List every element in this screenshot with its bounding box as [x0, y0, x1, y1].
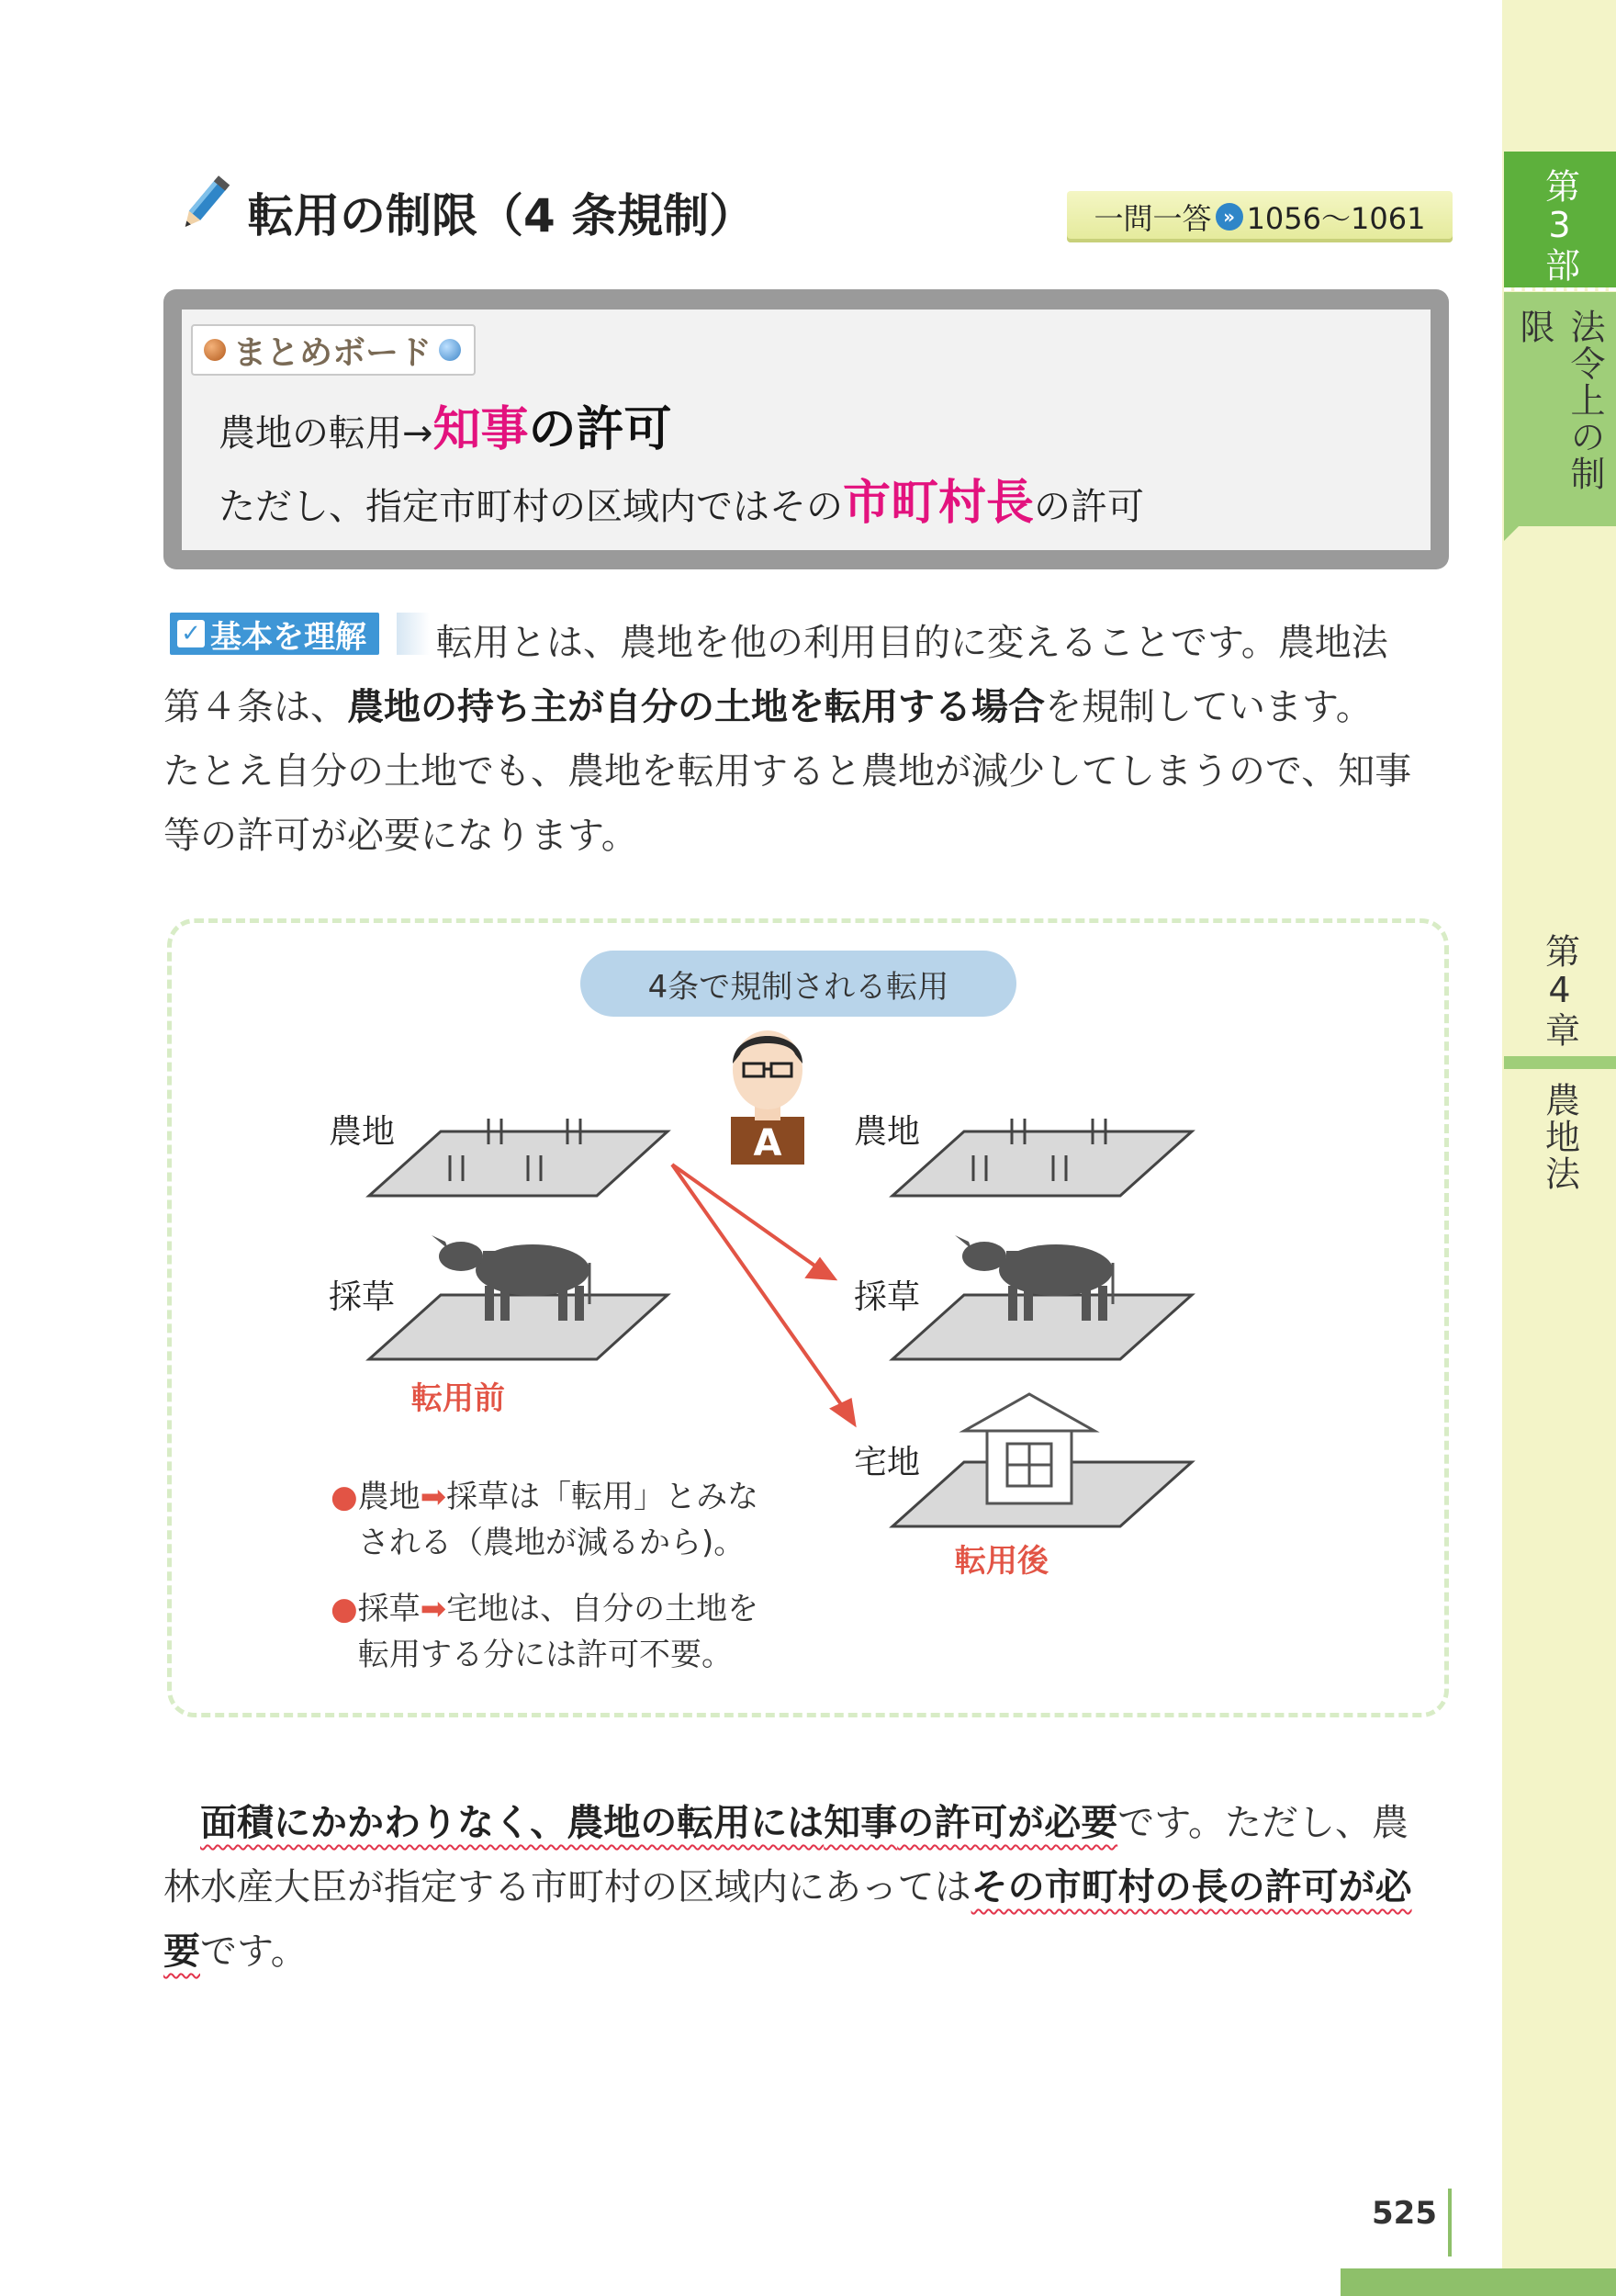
summary-board-tag-label: まとめボード — [233, 333, 432, 372]
chapter-tab: 第4章 — [1539, 933, 1580, 1049]
person-label: A — [753, 1122, 782, 1165]
note-1-text: 採草は「転用」とみな — [446, 1479, 759, 1515]
summary-line-2-suffix: の許可 — [1034, 486, 1145, 528]
closing-line-3-tail: です。 — [200, 1930, 308, 1973]
note-1-from: 農地 — [357, 1479, 421, 1515]
summary-highlight-governor: 知事 — [432, 402, 529, 457]
farmland-plate — [892, 1131, 1192, 1196]
right-arrow-icon: ➡ — [420, 1479, 447, 1515]
part-tab: 第3部 — [1504, 152, 1616, 287]
closing-emphasis-3: その市町村の長の許可が必 — [971, 1866, 1412, 1908]
right-arrow-icon: ➡ — [420, 1591, 447, 1627]
closing-line-3 — [163, 1922, 308, 1975]
body-line-3: たとえ自分の土地でも、農地を転用すると農地が減少してしまうので、知事 — [163, 750, 1412, 793]
figure-title: 4条で規制される転用 — [580, 951, 1016, 1017]
meadow-plate — [892, 1295, 1192, 1359]
closing-emphasis-1: 面積にかかわりなく、農地の転用には — [200, 1802, 825, 1844]
qa-label: 一問一答 — [1094, 201, 1212, 236]
body-line-4: 等の許可が必要になります。 — [163, 815, 638, 857]
meadow-plate — [369, 1295, 668, 1359]
closing-line-1-tail: です。ただし、農 — [1117, 1802, 1409, 1844]
body-line-2-c: を規制しています。 — [1045, 686, 1373, 728]
basics-label-text: 基本を理解 — [210, 618, 366, 656]
label-farmland-before: 農地 — [329, 1113, 396, 1151]
checkbox-icon: ✓ — [177, 620, 205, 647]
summary-highlight-mayor: 市町村長 — [843, 476, 1035, 531]
body-line-1: 転用とは、農地を他の利用目的に変えることです。農地法 — [436, 622, 1388, 664]
closing-emphasis-4: 要 — [163, 1930, 200, 1973]
summary-line-2-prefix: ただし、指定市町村の区域内ではその — [219, 486, 843, 528]
section-tab: 法令上の制限 — [1504, 292, 1616, 526]
closing-emphasis-2: の許可が必要 — [897, 1802, 1118, 1844]
body-line-2-emphasis: 農地の持ち主が自分の土地を転用する場合 — [347, 686, 1045, 728]
closing-line-2-head: 林水産大臣が指定する市町村の区域内にあっては — [163, 1866, 971, 1908]
body-line-2-a: 第４条は、 — [163, 686, 347, 728]
summary-line-1-suffix: の許可 — [528, 402, 672, 457]
closing-line-1 — [200, 1794, 1408, 1846]
qa-range: 1056〜1061 — [1246, 201, 1426, 236]
label-meadow-before: 採草 — [329, 1278, 396, 1316]
bullet-icon: ● — [331, 1479, 358, 1515]
page-number: 525 — [1372, 2195, 1437, 2232]
label-residential-after: 宅地 — [854, 1444, 921, 1481]
note-2-continuation: 転用する分には許可不要。 — [358, 1637, 733, 1673]
figure-note-2 — [331, 1586, 758, 1678]
note-1-continuation: される（農地が減るから)。 — [358, 1525, 746, 1561]
summary-line-1-prefix: 農地の転用→ — [219, 412, 433, 455]
before-label: 転用前 — [411, 1380, 505, 1417]
conversion-arrows — [672, 1165, 854, 1424]
after-label: 転用後 — [955, 1543, 1049, 1580]
note-2-text: 宅地は、自分の土地を — [446, 1591, 759, 1627]
farmland-plate — [369, 1131, 668, 1196]
forward-arrow-icon: » — [1216, 203, 1243, 231]
subsection-tab: 農地法 — [1539, 1082, 1580, 1192]
bullet-icon: ● — [331, 1591, 358, 1627]
section-heading: 転用の制限（4 条規制） — [248, 189, 756, 242]
note-2-from: 採草 — [357, 1591, 421, 1627]
closing-highlight-governor: 知事 — [824, 1802, 898, 1844]
label-farmland-after: 農地 — [854, 1113, 921, 1151]
label-meadow-after: 採草 — [854, 1278, 921, 1316]
figure-note-1 — [331, 1474, 758, 1566]
closing-line-2 — [163, 1858, 1412, 1910]
